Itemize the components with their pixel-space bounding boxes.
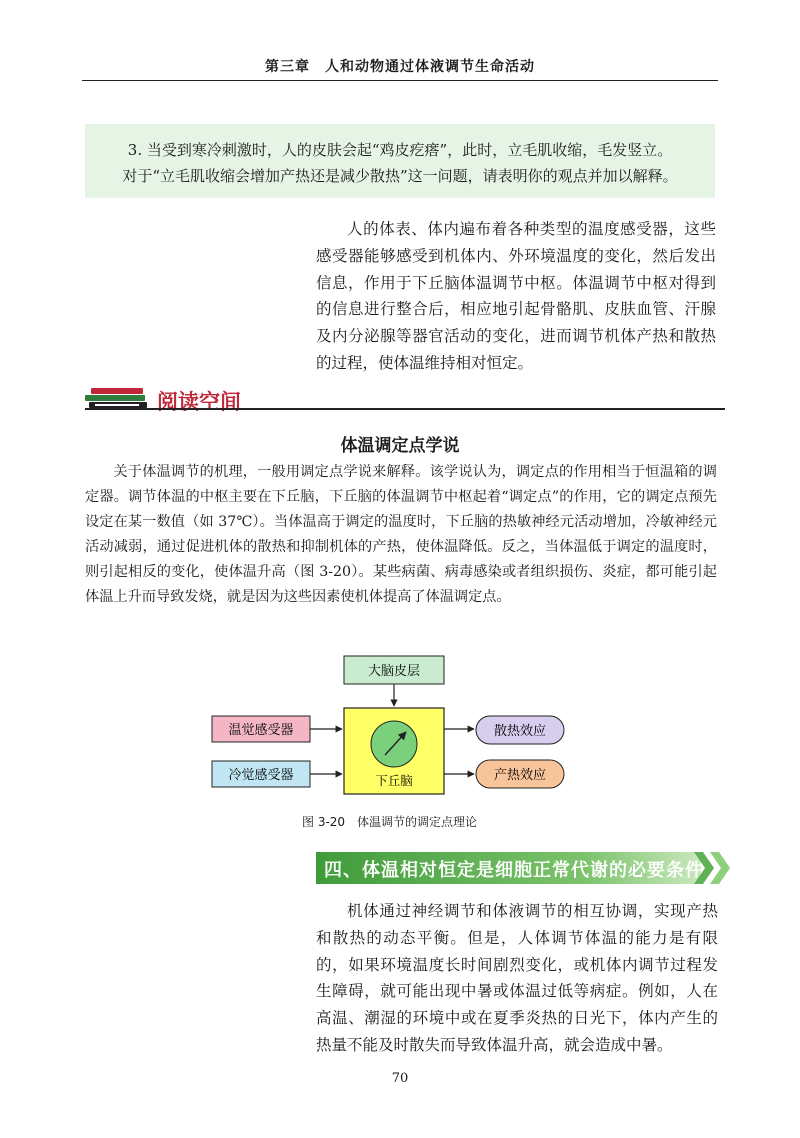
question-line-2: 对于“立毛肌收缩会增加产热还是减少散热”这一问题，请表明你的观点并加以解释。 — [122, 167, 678, 185]
warm-receptor-label: 温觉感受器 — [228, 723, 294, 738]
reading-space-heading — [85, 386, 725, 416]
figure-caption: 图 3-20 体温调节的调定点理论 — [302, 815, 478, 829]
setpoint-diagram — [210, 654, 570, 804]
section-4-body: 机体通过神经调节和体液调节的相互协调，实现产热和散热的动态平衡。但是，人体调节体温的能力是有限的，如果环境温度长时间剧烈变化，或机体内调节过程发生障碍，就可能出现中暑或体温过低等病症。例如，人在高温、潮湿的环境中或在夏季炎热的日光下，体内产生的热量不能及时散失而导致体温升高，就会造成中暑。 — [316, 902, 718, 1054]
cold-receptor-label: 冷觉感受器 — [228, 768, 294, 783]
article-title: 体温调定点学说 — [340, 436, 460, 456]
header-divider — [82, 80, 718, 81]
reading-space-divider — [85, 408, 725, 410]
hypothalamus-label: 下丘脑 — [375, 773, 413, 788]
question-line-1: 3. 当受到寒冷刺激时，人的皮肤会起“鸡皮疙瘩”，此时，立毛肌收缩，毛发竖立。 — [127, 141, 673, 159]
section-4-banner — [316, 852, 728, 884]
question-box — [85, 124, 715, 198]
reading-space-title: 阅读空间 — [157, 390, 241, 414]
page-number: 70 — [391, 1071, 409, 1086]
body-paragraph-1: 人的体表、体内遍布着各种类型的温度感受器，这些感受器能够感受到机体内、外环境温度的变化，然后发出信息，作用于下丘脑体温调节中枢。体温调节中枢对得到的信息进行整合后，相应地引起骨骼肌、皮肤血管、汗腺及内分泌腺等器官活动的变化，进而调节机体产热和散热的过程，使体温维持相对恒定。 — [316, 220, 716, 372]
setpoint-dial-icon — [371, 721, 417, 767]
heat-production-label: 产热效应 — [493, 768, 547, 783]
heat-loss-label: 散热效应 — [493, 724, 547, 739]
section-4-heading: 四、体温相对恒定是细胞正常代谢的必要条件 — [324, 860, 704, 881]
cortex-label: 大脑皮层 — [367, 664, 421, 679]
chapter-header: 第三章 人和动物通过体液调节生命活动 — [265, 59, 535, 75]
article-body: 关于体温调节的机理，一般用调定点学说来解释。该学说认为，调定点的作用相当于恒温箱的调定器。调节体温的中枢主要在下丘脑，下丘脑的体温调节中枢起着“调定点”的作用，它的调定点预先设定在某一数值（如 37℃）。当体温高于调定的温度时，下丘脑的热敏神经元活动增加，冷敏神经元活动减弱，通过促进机体的散热和抑制机体的产热，使体温降低。反之，当体温低于调定的温度时，则引起相反的变化，使体温升高（图 3-20）。某些病菌、病毒感染或者组织损伤、炎症，都可能引起体温上升而导致发烧，就是因为这些因素使机体提高了体温调定点。 — [85, 464, 717, 605]
